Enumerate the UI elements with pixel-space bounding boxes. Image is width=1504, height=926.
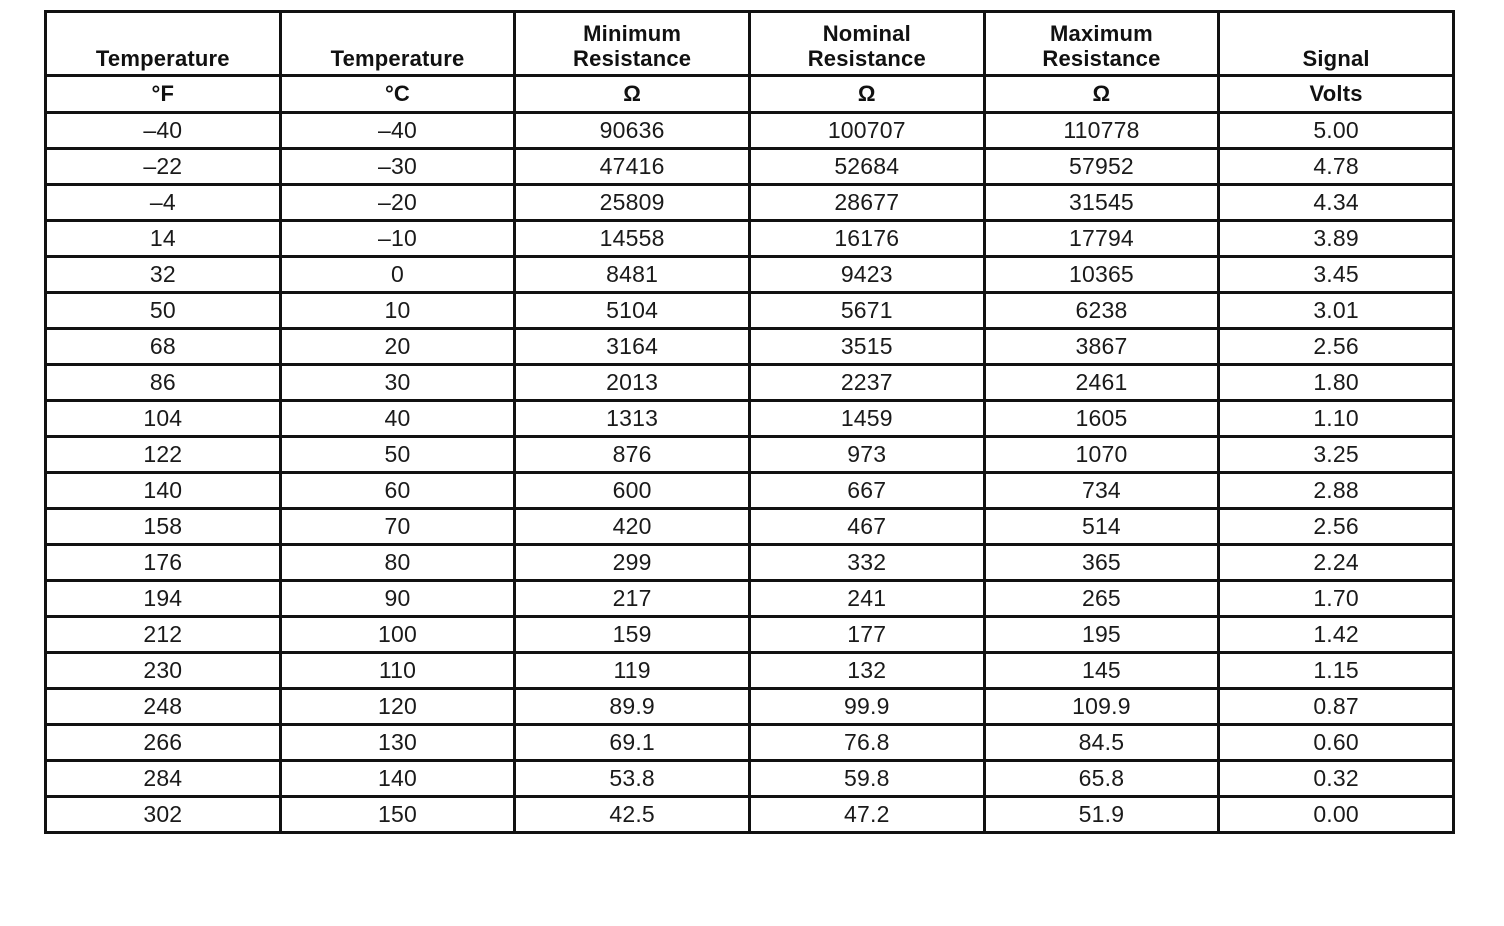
cell-max-resistance: 57952 <box>984 149 1219 185</box>
cell-temp-c: –10 <box>280 221 515 257</box>
cell-min-resistance: 5104 <box>515 293 750 329</box>
cell-temp-c: 110 <box>280 653 515 689</box>
cell-temp-f: –4 <box>46 185 281 221</box>
cell-temp-c: –20 <box>280 185 515 221</box>
cell-temp-f: 248 <box>46 689 281 725</box>
table-row <box>46 365 1454 401</box>
cell-signal-volts: 0.60 <box>1219 725 1454 761</box>
cell-signal-volts: 1.15 <box>1219 653 1454 689</box>
cell-signal-volts: 2.88 <box>1219 473 1454 509</box>
cell-temp-c: 10 <box>280 293 515 329</box>
cell-temp-c: 40 <box>280 401 515 437</box>
cell-temp-c: 80 <box>280 545 515 581</box>
cell-max-resistance: 1070 <box>984 437 1219 473</box>
cell-temp-f: 32 <box>46 257 281 293</box>
cell-signal-volts: 2.56 <box>1219 329 1454 365</box>
table-row <box>46 725 1454 761</box>
cell-max-resistance: 265 <box>984 581 1219 617</box>
units-row <box>46 76 1454 113</box>
cell-max-resistance: 65.8 <box>984 761 1219 797</box>
cell-temp-f: 68 <box>46 329 281 365</box>
cell-signal-volts: 4.78 <box>1219 149 1454 185</box>
cell-min-resistance: 8481 <box>515 257 750 293</box>
cell-temp-c: 100 <box>280 617 515 653</box>
cell-min-resistance: 420 <box>515 509 750 545</box>
cell-signal-volts: 3.45 <box>1219 257 1454 293</box>
cell-nominal-resistance: 9423 <box>749 257 984 293</box>
cell-temp-f: 122 <box>46 437 281 473</box>
cell-temp-f: –40 <box>46 113 281 149</box>
header-label: Temperature <box>330 46 465 71</box>
cell-temp-f: 14 <box>46 221 281 257</box>
header-minimum-resistance <box>515 12 750 76</box>
cell-temp-f: 176 <box>46 545 281 581</box>
cell-min-resistance: 42.5 <box>515 797 750 833</box>
cell-signal-volts: 2.24 <box>1219 545 1454 581</box>
table-body <box>46 113 1454 833</box>
cell-temp-c: 30 <box>280 365 515 401</box>
unit-fahrenheit: °F <box>46 76 281 113</box>
cell-max-resistance: 110778 <box>984 113 1219 149</box>
cell-max-resistance: 10365 <box>984 257 1219 293</box>
cell-temp-c: 140 <box>280 761 515 797</box>
cell-signal-volts: 3.25 <box>1219 437 1454 473</box>
cell-nominal-resistance: 667 <box>749 473 984 509</box>
unit-ohm-min: Ω <box>515 76 750 113</box>
header-label: Nominal <box>822 21 911 46</box>
cell-max-resistance: 3867 <box>984 329 1219 365</box>
cell-max-resistance: 145 <box>984 653 1219 689</box>
unit-celsius: °C <box>280 76 515 113</box>
header-signal <box>1219 12 1454 76</box>
temperature-resistance-table <box>44 10 1455 834</box>
cell-nominal-resistance: 1459 <box>749 401 984 437</box>
resistance-table-sheet <box>44 10 1452 834</box>
cell-min-resistance: 14558 <box>515 221 750 257</box>
cell-temp-f: 230 <box>46 653 281 689</box>
cell-max-resistance: 6238 <box>984 293 1219 329</box>
cell-temp-c: 60 <box>280 473 515 509</box>
cell-signal-volts: 1.70 <box>1219 581 1454 617</box>
cell-min-resistance: 90636 <box>515 113 750 149</box>
cell-temp-c: –40 <box>280 113 515 149</box>
cell-signal-volts: 0.87 <box>1219 689 1454 725</box>
cell-nominal-resistance: 3515 <box>749 329 984 365</box>
header-label: Resistance <box>807 46 926 71</box>
cell-signal-volts: 1.42 <box>1219 617 1454 653</box>
table-row <box>46 185 1454 221</box>
cell-signal-volts: 5.00 <box>1219 113 1454 149</box>
table-row <box>46 653 1454 689</box>
cell-max-resistance: 734 <box>984 473 1219 509</box>
cell-temp-f: 86 <box>46 365 281 401</box>
header-maximum-resistance <box>984 12 1219 76</box>
cell-signal-volts: 2.56 <box>1219 509 1454 545</box>
cell-min-resistance: 69.1 <box>515 725 750 761</box>
cell-temp-c: 150 <box>280 797 515 833</box>
table-row <box>46 113 1454 149</box>
cell-temp-c: 90 <box>280 581 515 617</box>
table-row <box>46 293 1454 329</box>
cell-temp-c: 120 <box>280 689 515 725</box>
cell-min-resistance: 119 <box>515 653 750 689</box>
cell-min-resistance: 217 <box>515 581 750 617</box>
header-label: Temperature <box>95 46 230 71</box>
cell-signal-volts: 1.80 <box>1219 365 1454 401</box>
cell-signal-volts: 3.89 <box>1219 221 1454 257</box>
cell-nominal-resistance: 28677 <box>749 185 984 221</box>
table-row <box>46 437 1454 473</box>
cell-nominal-resistance: 973 <box>749 437 984 473</box>
cell-min-resistance: 1313 <box>515 401 750 437</box>
table-row <box>46 473 1454 509</box>
cell-temp-f: 50 <box>46 293 281 329</box>
cell-min-resistance: 53.8 <box>515 761 750 797</box>
table-row <box>46 401 1454 437</box>
cell-temp-f: 212 <box>46 617 281 653</box>
header-temperature-f <box>46 12 281 76</box>
header-label: Signal <box>1302 46 1370 71</box>
cell-min-resistance: 89.9 <box>515 689 750 725</box>
cell-signal-volts: 0.00 <box>1219 797 1454 833</box>
table-row <box>46 797 1454 833</box>
cell-nominal-resistance: 76.8 <box>749 725 984 761</box>
cell-min-resistance: 600 <box>515 473 750 509</box>
cell-max-resistance: 195 <box>984 617 1219 653</box>
header-nominal-resistance <box>749 12 984 76</box>
header-row <box>46 12 1454 76</box>
cell-min-resistance: 2013 <box>515 365 750 401</box>
cell-nominal-resistance: 241 <box>749 581 984 617</box>
cell-temp-f: –22 <box>46 149 281 185</box>
cell-temp-f: 104 <box>46 401 281 437</box>
cell-temp-c: 0 <box>280 257 515 293</box>
cell-temp-f: 194 <box>46 581 281 617</box>
cell-max-resistance: 51.9 <box>984 797 1219 833</box>
cell-min-resistance: 25809 <box>515 185 750 221</box>
cell-nominal-resistance: 5671 <box>749 293 984 329</box>
cell-signal-volts: 3.01 <box>1219 293 1454 329</box>
cell-min-resistance: 3164 <box>515 329 750 365</box>
cell-nominal-resistance: 59.8 <box>749 761 984 797</box>
cell-nominal-resistance: 47.2 <box>749 797 984 833</box>
table-row <box>46 617 1454 653</box>
header-temperature-c <box>280 12 515 76</box>
cell-nominal-resistance: 467 <box>749 509 984 545</box>
cell-signal-volts: 0.32 <box>1219 761 1454 797</box>
table-row <box>46 689 1454 725</box>
cell-max-resistance: 365 <box>984 545 1219 581</box>
cell-temp-c: 50 <box>280 437 515 473</box>
cell-temp-c: –30 <box>280 149 515 185</box>
header-label: Maximum <box>1050 21 1153 46</box>
cell-signal-volts: 1.10 <box>1219 401 1454 437</box>
unit-ohm-nominal: Ω <box>749 76 984 113</box>
header-label: Resistance <box>1042 46 1161 71</box>
table-row <box>46 581 1454 617</box>
cell-nominal-resistance: 100707 <box>749 113 984 149</box>
table-row <box>46 509 1454 545</box>
cell-nominal-resistance: 332 <box>749 545 984 581</box>
cell-temp-c: 130 <box>280 725 515 761</box>
cell-nominal-resistance: 52684 <box>749 149 984 185</box>
cell-max-resistance: 17794 <box>984 221 1219 257</box>
cell-min-resistance: 47416 <box>515 149 750 185</box>
header-label: Minimum <box>583 21 682 46</box>
cell-temp-f: 302 <box>46 797 281 833</box>
cell-signal-volts: 4.34 <box>1219 185 1454 221</box>
cell-min-resistance: 876 <box>515 437 750 473</box>
table-row <box>46 329 1454 365</box>
cell-temp-c: 20 <box>280 329 515 365</box>
cell-max-resistance: 2461 <box>984 365 1219 401</box>
cell-nominal-resistance: 16176 <box>749 221 984 257</box>
cell-max-resistance: 31545 <box>984 185 1219 221</box>
cell-temp-f: 158 <box>46 509 281 545</box>
cell-temp-f: 266 <box>46 725 281 761</box>
cell-min-resistance: 159 <box>515 617 750 653</box>
cell-max-resistance: 1605 <box>984 401 1219 437</box>
cell-temp-f: 284 <box>46 761 281 797</box>
cell-nominal-resistance: 132 <box>749 653 984 689</box>
cell-temp-c: 70 <box>280 509 515 545</box>
table-row <box>46 221 1454 257</box>
header-label: Resistance <box>573 46 692 71</box>
cell-max-resistance: 109.9 <box>984 689 1219 725</box>
table-row <box>46 761 1454 797</box>
table-row <box>46 545 1454 581</box>
table-row <box>46 257 1454 293</box>
unit-volts: Volts <box>1219 76 1454 113</box>
cell-nominal-resistance: 2237 <box>749 365 984 401</box>
cell-max-resistance: 84.5 <box>984 725 1219 761</box>
cell-nominal-resistance: 177 <box>749 617 984 653</box>
cell-nominal-resistance: 99.9 <box>749 689 984 725</box>
table-row <box>46 149 1454 185</box>
unit-ohm-max: Ω <box>984 76 1219 113</box>
cell-max-resistance: 514 <box>984 509 1219 545</box>
cell-min-resistance: 299 <box>515 545 750 581</box>
cell-temp-f: 140 <box>46 473 281 509</box>
